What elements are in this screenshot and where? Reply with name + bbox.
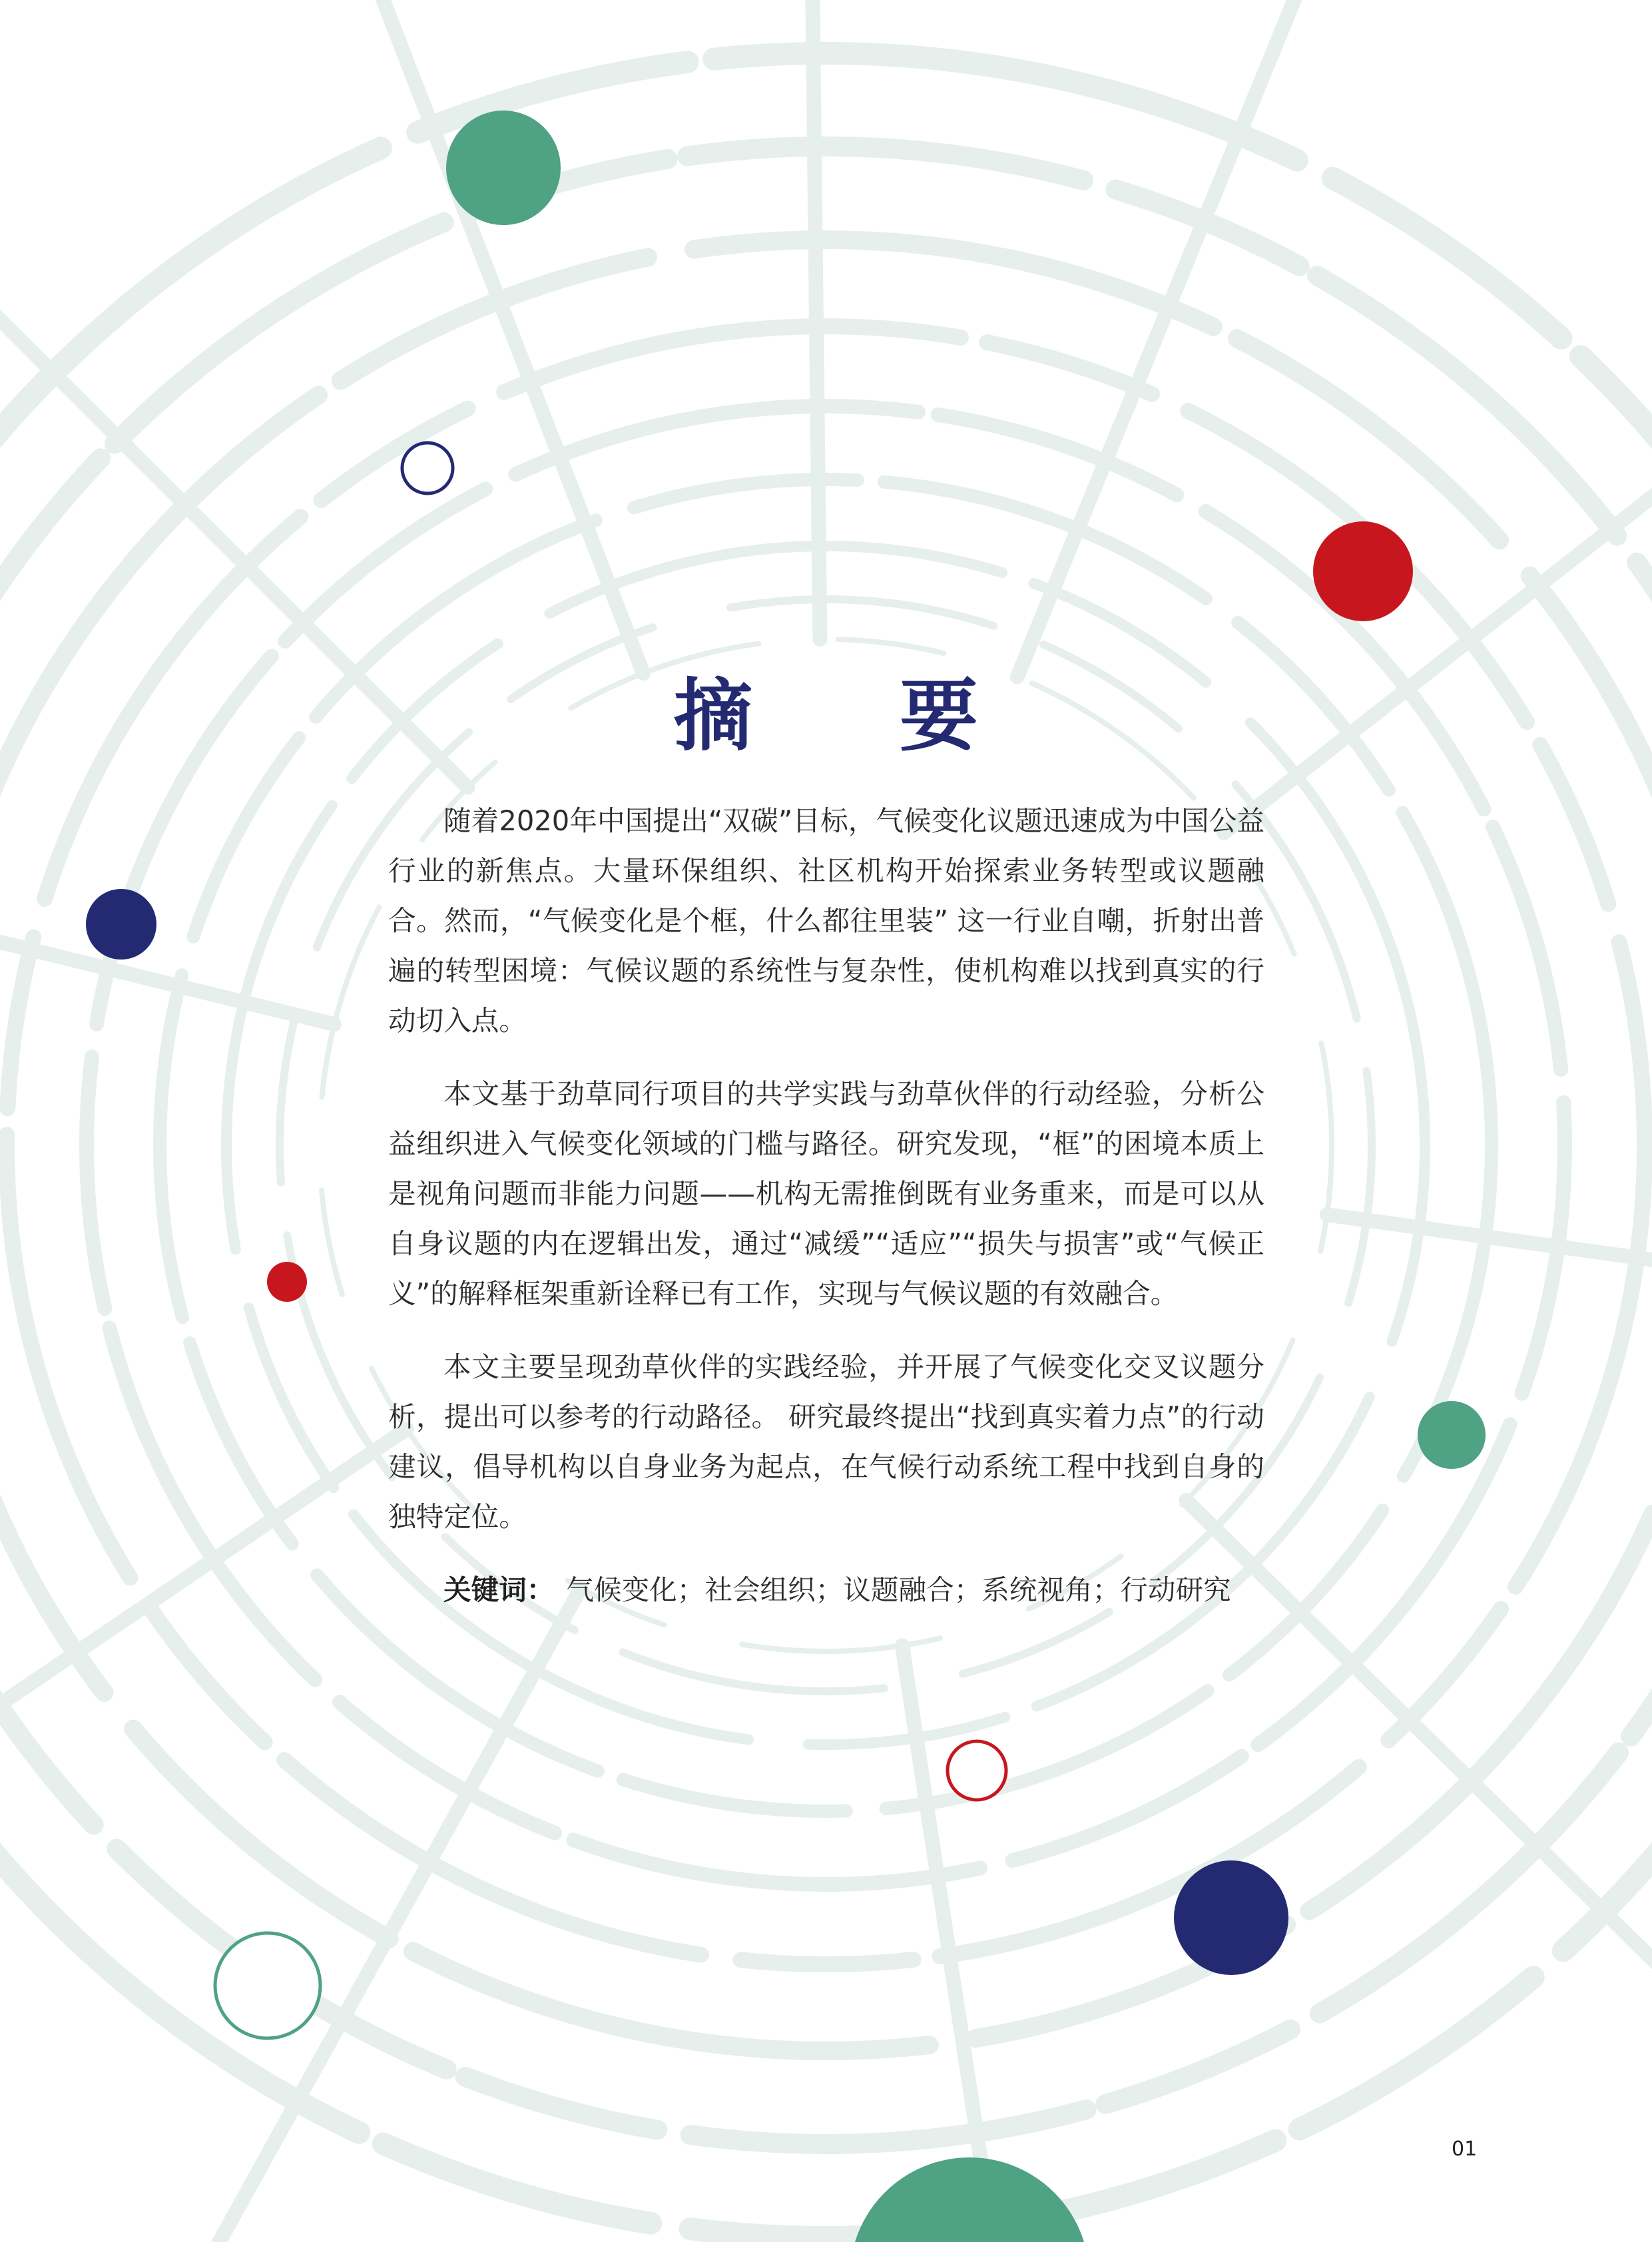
abstract-body	[388, 796, 1264, 1615]
abstract-paragraph: 本文基于劲草同行项目的共学实践与劲草伙伴的行动经验，分析公益组织进入气候变化领域的门槛与路径。研究发现，“框”的困境本质上是视角问题而非能力问题——机构无需推倒既有业务重来，而是可以从自身议题的内在逻辑出发，通过“减缓”“适应”“损失与损害”或“气候正义”的解释框架重新诠释已有工作，实现与气候议题的有效融合。	[388, 1077, 1264, 1310]
green-dot-right	[1418, 1401, 1486, 1469]
red-dot-small	[267, 1262, 307, 1302]
green-ring-bottom-left	[215, 1933, 320, 2038]
green-dot-top	[446, 111, 561, 225]
keywords-label: 关键词：	[443, 1573, 555, 1606]
red-dot-right	[1313, 521, 1413, 621]
abstract-paragraph: 随着2020年中国提出“双碳”目标，气候变化议题迅速成为中国公益行业的新焦点。大量环保组织、社区机构开始探索业务转型或议题融合。然而，“气候变化是个框，什么都往里装” 这一行业自嘲，折射出普遍的转型困境：气候议题的系统性与复杂性，使机构难以找到真实的行动切入点。	[388, 804, 1264, 1037]
navy-dot-left	[86, 889, 156, 960]
red-ring-bottom	[948, 1741, 1006, 1800]
page-number: 01	[1452, 2137, 1478, 2161]
green-dot-bottom	[850, 2157, 1089, 2242]
navy-dot-bottom-right	[1174, 1860, 1288, 1975]
keywords-value: 气候变化；社会组织；议题融合；系统视角；行动研究	[566, 1573, 1231, 1606]
navy-ring-small	[402, 443, 453, 493]
keywords-line	[388, 1565, 1264, 1615]
abstract-paragraph: 本文主要呈现劲草伙伴的实践经验，并开展了气候变化交叉议题分析，提出可以参考的行动路径。 研究最终提出“找到真实着力点”的行动建议，倡导机构以自身业务为起点，在气候行动系统工程中找到自身的独特定位。	[388, 1350, 1264, 1533]
abstract-title: 摘 要	[673, 670, 1039, 762]
